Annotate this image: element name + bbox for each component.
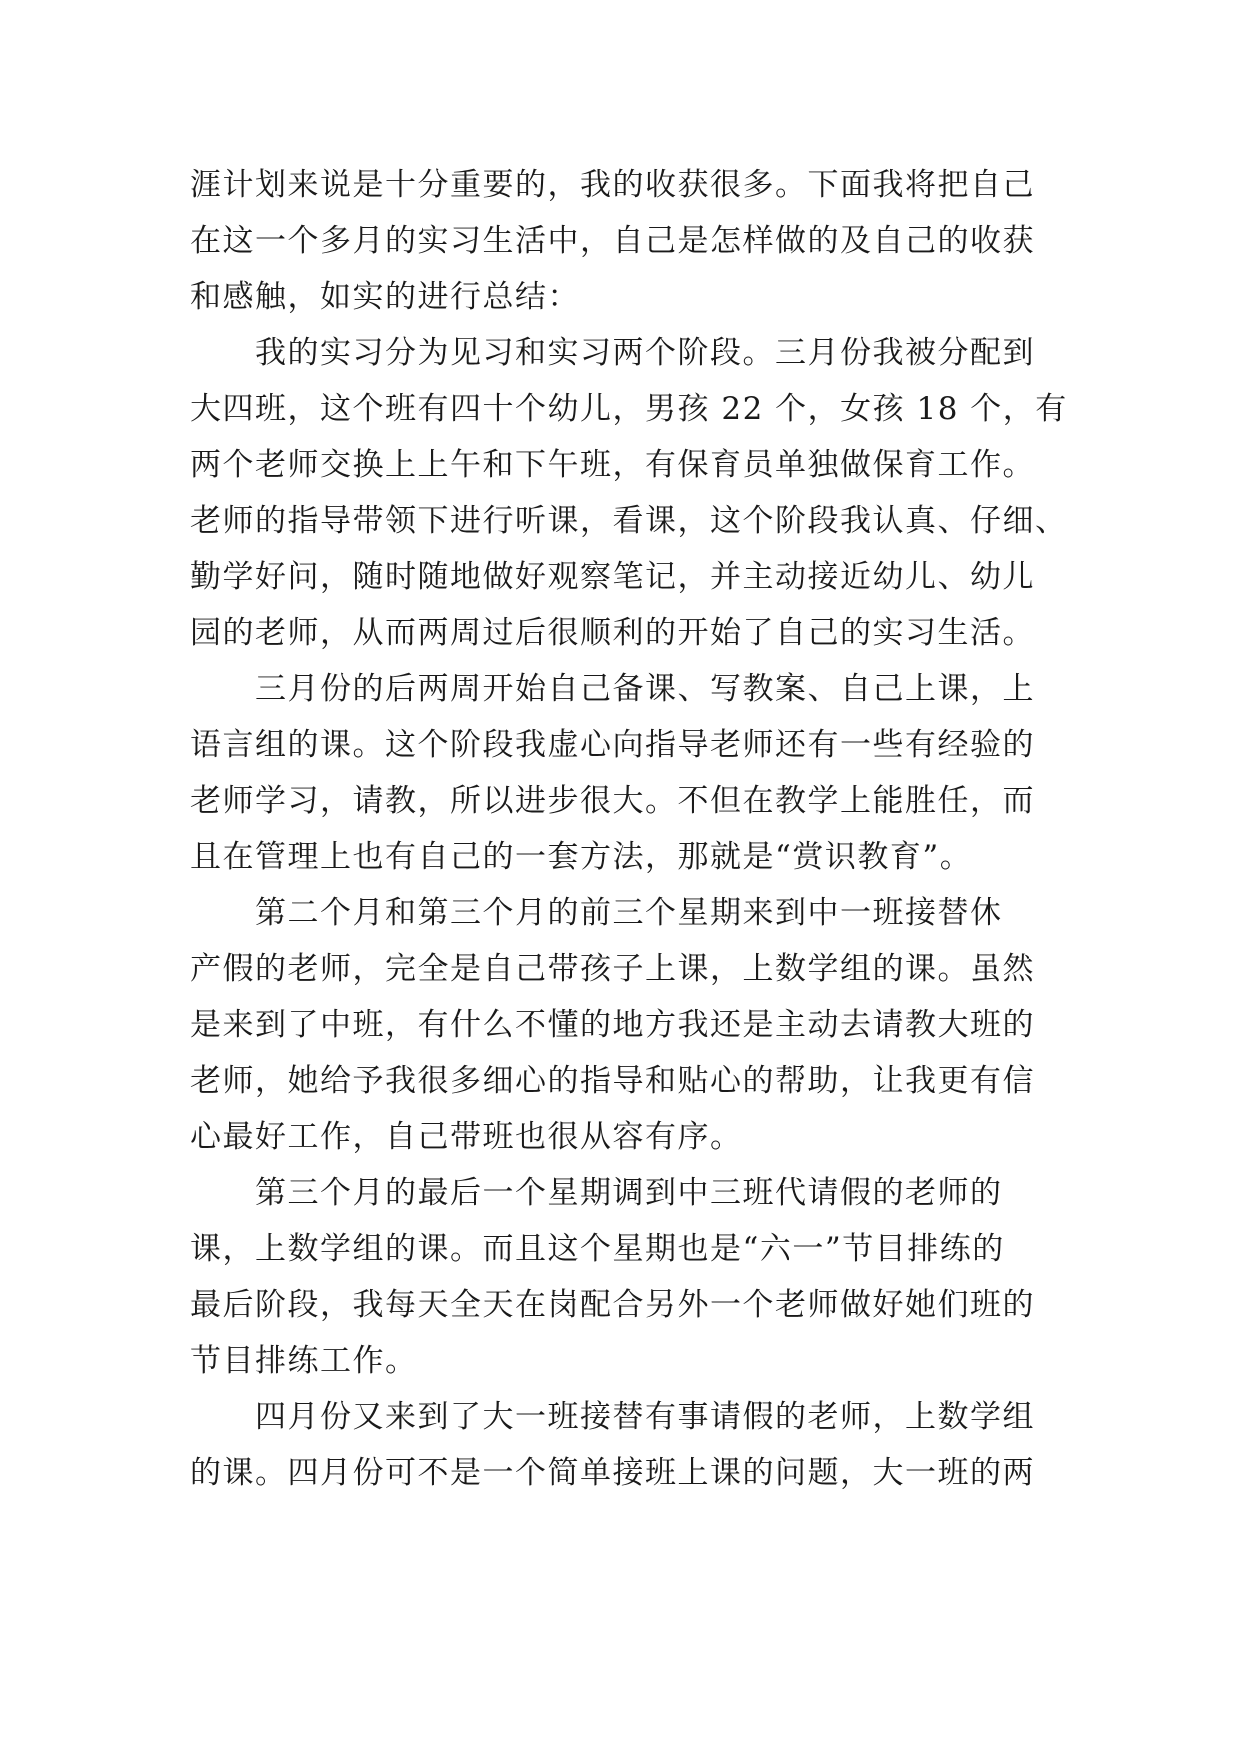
- text-line: 课，上数学组的课。而且这个星期也是“六一”节目排练的: [190, 1231, 1005, 1267]
- text-line: 和感触，如实的进行总结：: [190, 279, 580, 315]
- text-line: 的课。四月份可不是一个简单接班上课的问题，大一班的两: [190, 1455, 1035, 1491]
- text-line: 且在管理上也有自己的一套方法，那就是“赏识教育”。: [190, 839, 973, 875]
- text-line: 老师学习，请教，所以进步很大。不但在教学上能胜任，而: [190, 783, 1035, 819]
- text-line: 勤学好问，随时随地做好观察笔记，并主动接近幼儿、幼儿: [190, 559, 1035, 595]
- text-line: 大四班，这个班有四十个幼儿，男孩 22 个，女孩 18 个，有: [190, 391, 1068, 427]
- text-line: 是来到了中班，有什么不懂的地方我还是主动去请教大班的: [190, 1007, 1035, 1043]
- text-line: 第二个月和第三个月的前三个星期来到中一班接替休: [190, 895, 1003, 931]
- text-line: 四月份又来到了大一班接替有事请假的老师，上数学组: [190, 1399, 1035, 1435]
- text-line: 第三个月的最后一个星期调到中三班代请假的老师的: [190, 1175, 1003, 1211]
- text-line: 老师的指导带领下进行听课，看课，这个阶段我认真、仔细、: [190, 503, 1068, 539]
- text-line: 老师，她给予我很多细心的指导和贴心的帮助，让我更有信: [190, 1063, 1035, 1099]
- text-line: 产假的老师，完全是自己带孩子上课，上数学组的课。虽然: [190, 951, 1035, 987]
- text-line: 在这一个多月的实习生活中，自己是怎样做的及自己的收获: [190, 223, 1035, 259]
- text-line: 最后阶段，我每天全天在岗配合另外一个老师做好她们班的: [190, 1287, 1035, 1323]
- text-line: 涯计划来说是十分重要的，我的收获很多。下面我将把自己: [190, 167, 1035, 203]
- text-line: 两个老师交换上上午和下午班，有保育员单独做保育工作。: [190, 447, 1035, 483]
- text-line: 节目排练工作。: [190, 1343, 418, 1379]
- text-line: 心最好工作，自己带班也很从容有序。: [190, 1119, 743, 1155]
- text-line: 语言组的课。这个阶段我虚心向指导老师还有一些有经验的: [190, 727, 1035, 763]
- text-line: 三月份的后两周开始自己备课、写教案、自己上课，上: [190, 671, 1035, 707]
- text-line: 园的老师，从而两周过后很顺利的开始了自己的实习生活。: [190, 615, 1035, 651]
- document-body: [190, 157, 1070, 1501]
- text-line: 我的实习分为见习和实习两个阶段。三月份我被分配到: [190, 335, 1035, 371]
